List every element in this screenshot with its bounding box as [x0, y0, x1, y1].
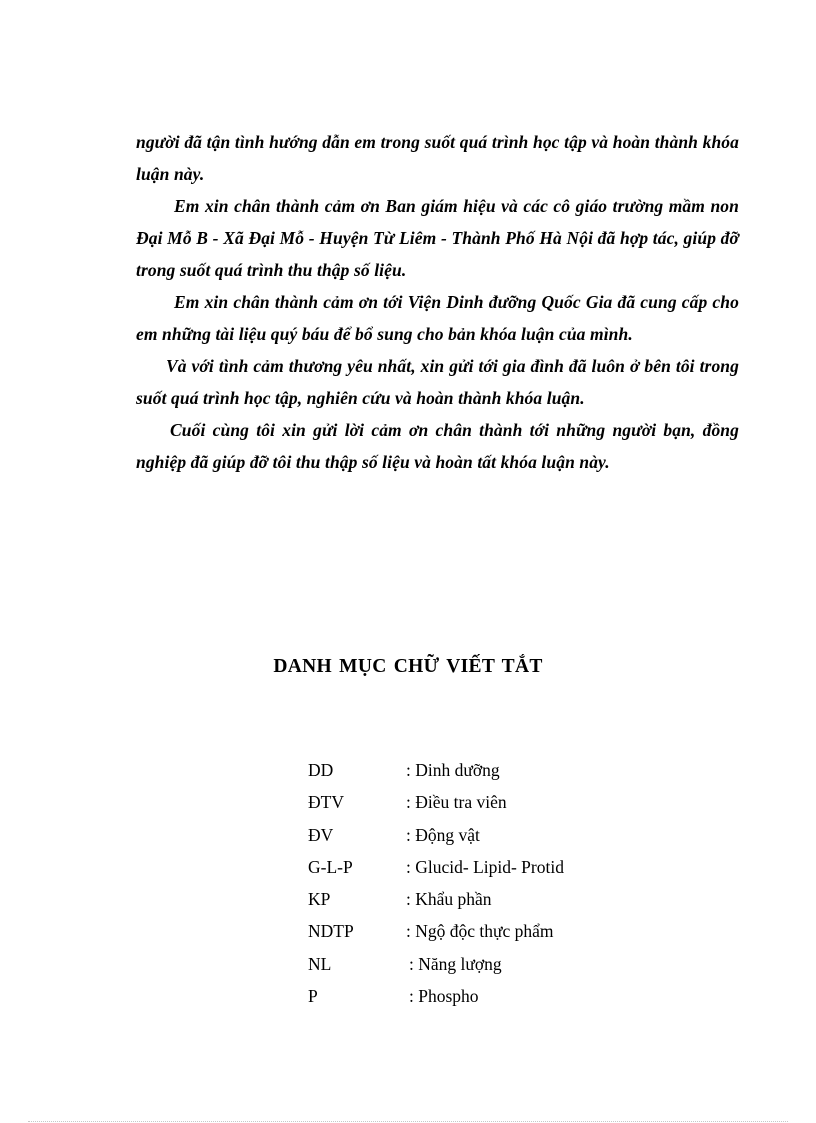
acknowledgement-section — [136, 126, 739, 478]
abbreviations-list — [308, 754, 668, 1012]
abbreviation-code: ĐTV — [308, 792, 344, 813]
abbreviation-row — [308, 754, 668, 786]
abbreviation-row — [308, 883, 668, 915]
abbreviation-meaning: : Glucid- Lipid- Protid — [406, 856, 564, 877]
abbreviation-code: DD — [308, 760, 334, 780]
abbreviation-code: KP — [308, 889, 331, 910]
abbreviation-meaning: : Động vật — [406, 824, 480, 845]
abbreviation-meaning: : Ngộ độc thực phẩm — [406, 921, 554, 942]
abbreviation-meaning: : Điều tra viên — [406, 792, 507, 813]
abbreviation-row — [308, 948, 668, 980]
abbreviation-code: P — [308, 986, 318, 1007]
abbreviation-code: NL — [308, 953, 332, 974]
ack-paragraph-family: Và với tình cảm thương yêu nhất, xin gửi tới gia đình đã luôn ở bên tôi trong suốt quá trình học tập, nghiên cứu và hoàn thành khóa luận. — [136, 356, 739, 408]
abbreviation-meaning: : Năng lượng — [409, 953, 502, 974]
abbreviation-meaning: : Khẩu phần — [406, 889, 492, 910]
ack-paragraph-institute: Em xin chân thành cảm ơn tới Viện Dinh đưỡng Quốc Gia đã cung cấp cho em những tài liệu quý báu để bổ sung cho bản khóa luận của mình. — [136, 292, 739, 344]
abbreviation-row — [308, 915, 668, 947]
abbreviation-meaning: : Phospho — [409, 986, 479, 1007]
abbreviations-title: DANH MỤC CHỮ VIẾT TẮT — [273, 656, 543, 677]
abbreviation-code: G-L-P — [308, 856, 353, 877]
abbreviation-row — [308, 786, 668, 818]
page-bottom-divider — [28, 1121, 788, 1122]
ack-paragraph-continuation: người đã tận tình hướng dẫn em trong suốt quá trình học tập và hoàn thành khóa luận này. — [136, 132, 739, 184]
abbreviation-row — [308, 851, 668, 883]
ack-paragraph-school: Em xin chân thành cảm ơn Ban giám hiệu và các cô giáo trường mầm non Đại Mỗ B - Xã Đại Mỗ - Huyện Từ Liêm - Thành Phố Hà Nội đã hợp tác, giúp đỡ trong suốt quá trình thu thập số liệu. — [136, 196, 739, 280]
abbreviation-code: NDTP — [308, 921, 354, 942]
abbreviation-meaning: : Dinh dưỡng — [406, 760, 500, 780]
abbreviation-row — [308, 980, 668, 1012]
abbreviation-code: ĐV — [308, 824, 334, 845]
ack-paragraph-friends: Cuối cùng tôi xin gửi lời cảm ơn chân thành tới những người bạn, đồng nghiệp đã giúp đỡ tôi thu thập số liệu và hoàn tất khóa luận này. — [136, 420, 739, 472]
abbreviation-row — [308, 819, 668, 851]
